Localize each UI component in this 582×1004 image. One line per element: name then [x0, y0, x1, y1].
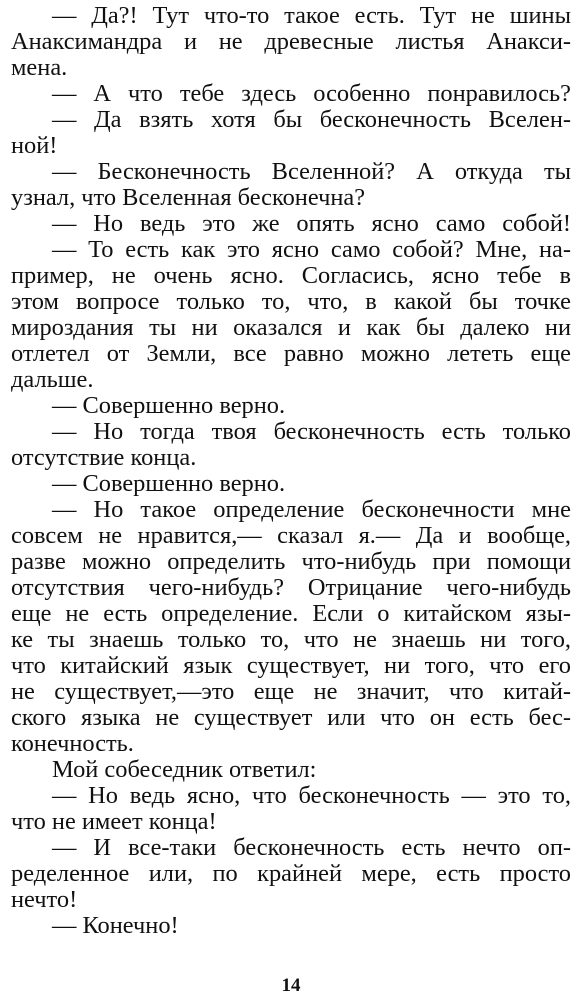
text-line: разве можно определить что-нибудь при помощи	[11, 549, 571, 575]
text-line: дальше.	[11, 367, 94, 393]
text-line: что китайский язык существует, ни того, что его	[11, 653, 571, 679]
text-line: Анаксимандра и не древесные листья Анакси-	[11, 29, 571, 55]
text-line: мена.	[11, 55, 68, 81]
text-line: — Но тогда твоя бесконечность есть только	[52, 419, 571, 445]
book-page	[11, 0, 571, 1004]
text-line: конечность.	[11, 731, 134, 757]
text-line: узнал, что Вселенная бесконечна?	[11, 185, 366, 211]
text-line: пример, не очень ясно. Согласись, ясно тебе в	[11, 263, 571, 289]
text-line: совсем не нравится,— сказал я.— Да и вообще,	[11, 523, 571, 549]
text-line: не существует,—это еще не значит, что китай-	[11, 679, 571, 705]
text-line: мироздания ты ни оказался и как бы далеко ни	[11, 315, 571, 341]
text-line: — Но такое определение бесконечности мне	[52, 497, 571, 523]
text-line: — Да?! Тут что-то такое есть. Тут не шины	[52, 3, 571, 29]
text-line: ке ты знаешь только то, что не знаешь ни того,	[11, 627, 571, 653]
text-line: отсутствия чего-нибудь? Отрицание чего-нибудь	[11, 575, 571, 601]
text-line: ского языка не существует или что он есть бес-	[11, 705, 571, 731]
page-text	[11, 3, 571, 939]
text-line: — Конечно!	[52, 913, 179, 939]
text-line: — Но ведь ясно, что бесконечность — это то,	[52, 783, 571, 809]
text-line: — Но ведь это же опять ясно само собой!	[52, 211, 571, 237]
text-line: — И все-таки бесконечность есть нечто оп-	[52, 835, 571, 861]
page-number: 14	[281, 975, 301, 996]
text-line: отлетел от Земли, все равно можно лететь еще	[11, 341, 571, 367]
text-line: ределенное или, по крайней мере, есть просто	[11, 861, 571, 887]
text-line: — Бесконечность Вселенной? А откуда ты	[52, 159, 571, 185]
text-line: — Да взять хотя бы бесконечность Вселен-	[52, 107, 571, 133]
text-line: — Совершенно верно.	[52, 471, 286, 497]
text-line: этом вопросе только то, что, в какой бы точке	[11, 289, 571, 315]
text-line: что не имеет конца!	[11, 809, 217, 835]
text-line: — Совершенно верно.	[52, 393, 286, 419]
text-line: — То есть как это ясно само собой? Мне, на-	[52, 237, 571, 263]
text-line: ной!	[11, 133, 58, 159]
text-line: еще не есть определение. Если о китайском язы-	[11, 601, 571, 627]
text-line: — А что тебе здесь особенно понравилось?	[52, 81, 571, 107]
text-line: отсутствие конца.	[11, 445, 197, 471]
text-line: Мой собеседник ответил:	[52, 757, 317, 783]
text-line: нечто!	[11, 887, 78, 913]
